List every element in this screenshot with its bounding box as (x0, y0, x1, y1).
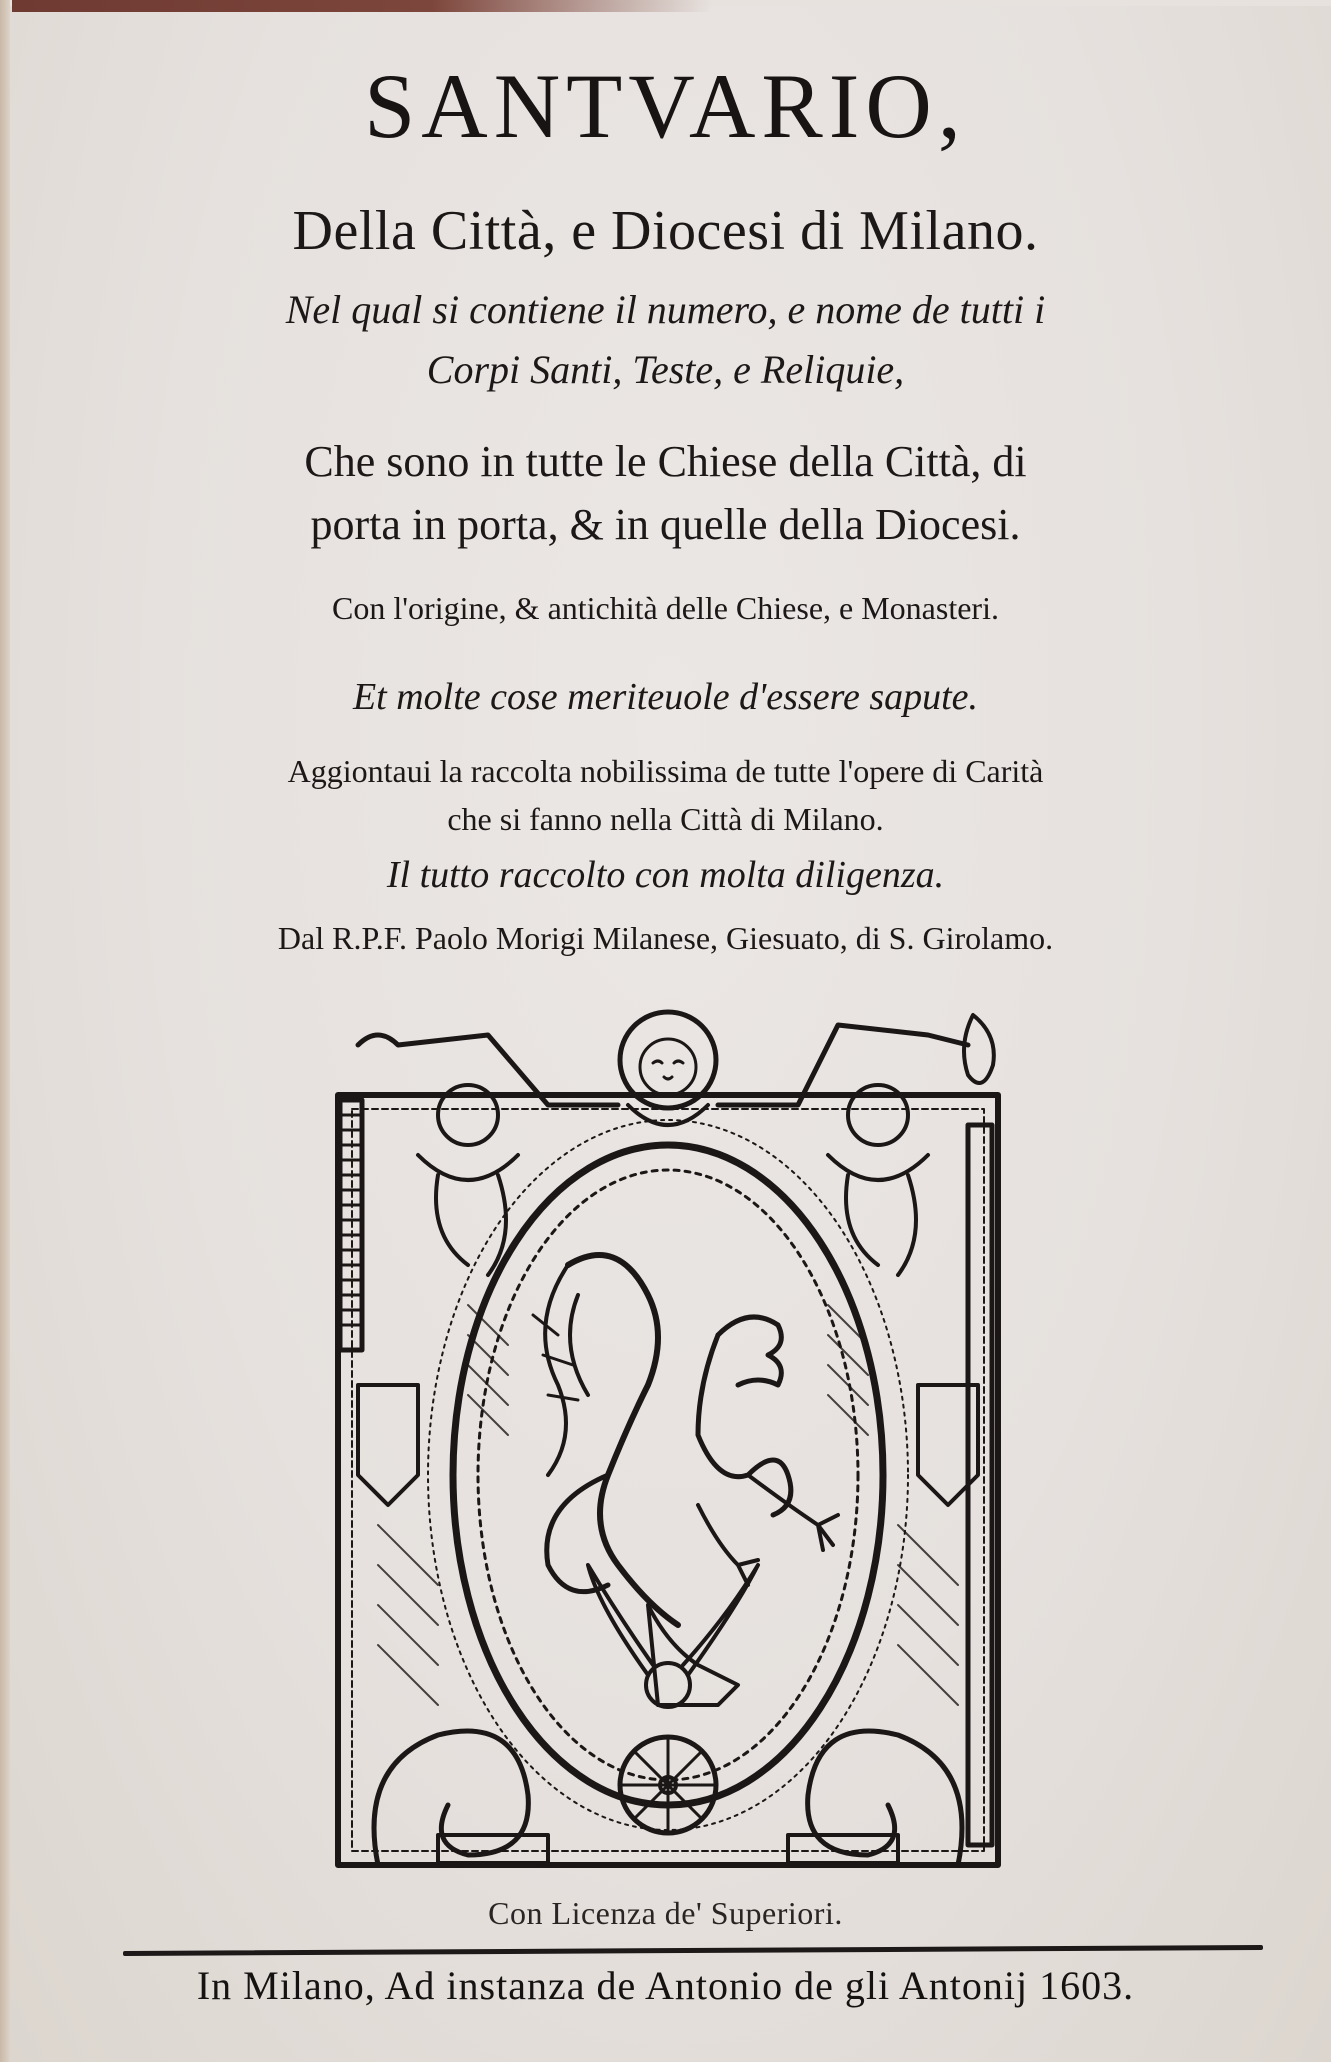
description-italic-line-1: Nel qual si contiene il numero, e nome de tutti i (285, 287, 1046, 332)
description-roman-line-2: porta in porta, & in quelle della Diocesi. (310, 500, 1021, 549)
griffin-woodcut-icon (318, 1005, 1018, 1875)
book-subtitle: Della Città, e Diocesi di Milano. (292, 200, 1039, 262)
author-line: Dal R.P.F. Paolo Morigi Milanese, Giesuato, di S. Girolamo. (277, 920, 1054, 956)
description-italic-line-2: Corpi Santi, Teste, e Reliquie, (426, 347, 905, 392)
imprint-line: In Milano, Ad instanza de Antonio de gli Antonij 1603. (196, 1963, 1135, 2008)
cover-edge (12, 0, 712, 12)
addition-line-2: che si fanno nella Città di Milano. (447, 801, 884, 837)
woodcut-device-illustration (318, 1005, 1018, 1875)
diligence-line: Il tutto raccolto con molta diligenza. (386, 854, 945, 896)
license-line: Con Licenza de' Superiori. (488, 1895, 843, 1931)
addition-line-1: Aggiontaui la raccolta nobilissima de tutte l'opere di Carità (287, 753, 1044, 789)
notable-line: Et molte cose meriteuole d'essere sapute. (352, 676, 979, 718)
description-roman-line-1: Che sono in tutte le Chiese della Città, di (304, 437, 1027, 486)
origins-line: Con l'origine, & antichità delle Chiese, e Monasteri. (332, 590, 999, 626)
book-title: SANTVARIO, (364, 55, 967, 157)
